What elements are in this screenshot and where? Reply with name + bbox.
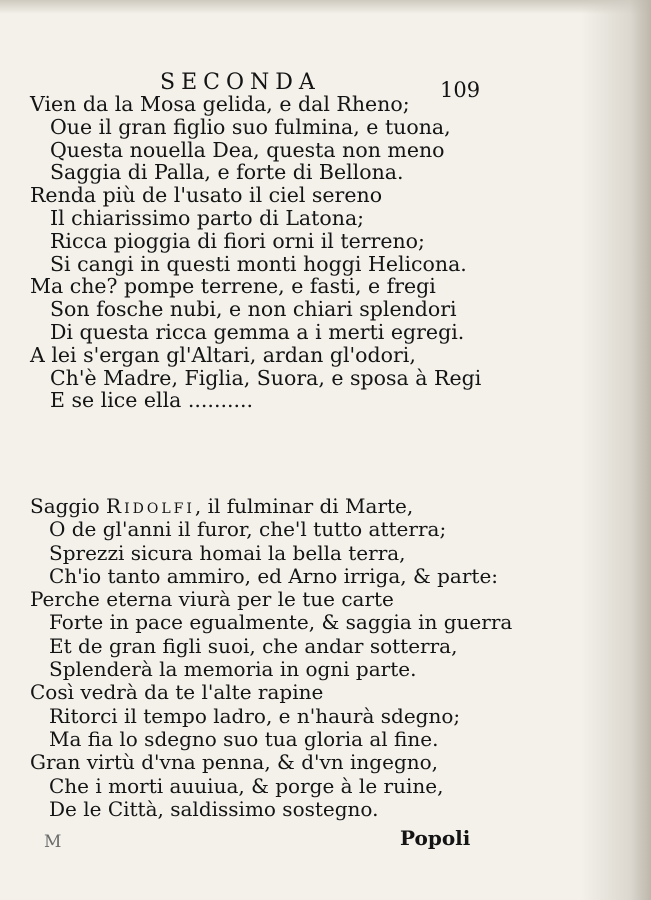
page-gutter-shadow [581,0,651,900]
poem-line: Così vedrà da te l'alte rapine [30,680,324,705]
poem-line: Ma fia lo sdegno suo tua gloria al fine. [49,726,439,751]
poem-line: A lei s'ergan gl'Altari, ardan gl'odori, [30,342,416,367]
poem-line: Si cangi in questi monti hoggi Helicona. [50,251,467,276]
poem-line-first [30,495,512,518]
running-head: SECONDA [160,70,321,95]
poem-line: Splenderà la memoria in ogni parte. [49,657,417,682]
poem-line: Gran virtù d'vna penna, & d'vn ingegno, [30,750,439,775]
poem-line: Saggia di Palla, e forte di Bellona. [50,160,404,185]
poem-line: Ritorci il tempo ladro, e n'haurà sdegno; [49,703,461,728]
page-number: 109 [440,78,481,102]
poem-line: Son fosche nubi, e non chiari splendori [50,297,457,322]
poem-line: Di questa ricca gemma a i merti egregi. [50,319,465,344]
poem-line: Il chiarissimo parto di Latona; [50,205,365,230]
dedicatee-name: Ridolfi [106,494,195,518]
poem-line: Ricca pioggia di fiori orni il terreno; [50,228,425,253]
page-top-edge-shadow [0,0,651,14]
poem-line: Oue il gran figlio suo fulmina, e tuona, [50,114,451,139]
first-line-prefix: Saggio [30,494,100,518]
poem-line: Sprezzi sicura homai la bella terra, [49,540,406,565]
poem-line: De le Città, saldissimo sostegno. [49,796,379,821]
first-line-rest: , il fulminar di Marte, [194,494,414,518]
poem-line: Ch'è Madre, Figlia, Suora, e sposa à Regi [50,365,482,390]
poem-line: Et de gran figli suoi, che andar sotterra, [49,633,458,658]
poem-line: Questa nouella Dea, questa non meno [50,137,445,162]
catchword: Popoli [400,826,471,850]
poem-line: Ch'io tanto ammiro, ed Arno irriga, & parte: [49,563,499,588]
poem-line: Perche eterna viurà per le tue carte [30,587,394,612]
stanza-1 [30,93,481,412]
poem-line: E se lice ella .......... [50,388,254,413]
stanza-2 [30,495,512,821]
poem-line: Che i morti auuiua, & porge à le ruine, [49,773,444,798]
poem-line: Renda più de l'usato il ciel sereno [30,183,383,208]
poem-line: Ma che? pompe terrene, e fasti, e fregi [30,274,436,299]
signature-mark: M [44,832,62,852]
poem-line: Forte in pace egualmente, & saggia in guerra [49,610,513,635]
poem-line: O de gl'anni il furor, che'l tutto atterra; [49,517,447,542]
poem-line: Vien da la Mosa gelida, e dal Rheno; [30,92,410,116]
